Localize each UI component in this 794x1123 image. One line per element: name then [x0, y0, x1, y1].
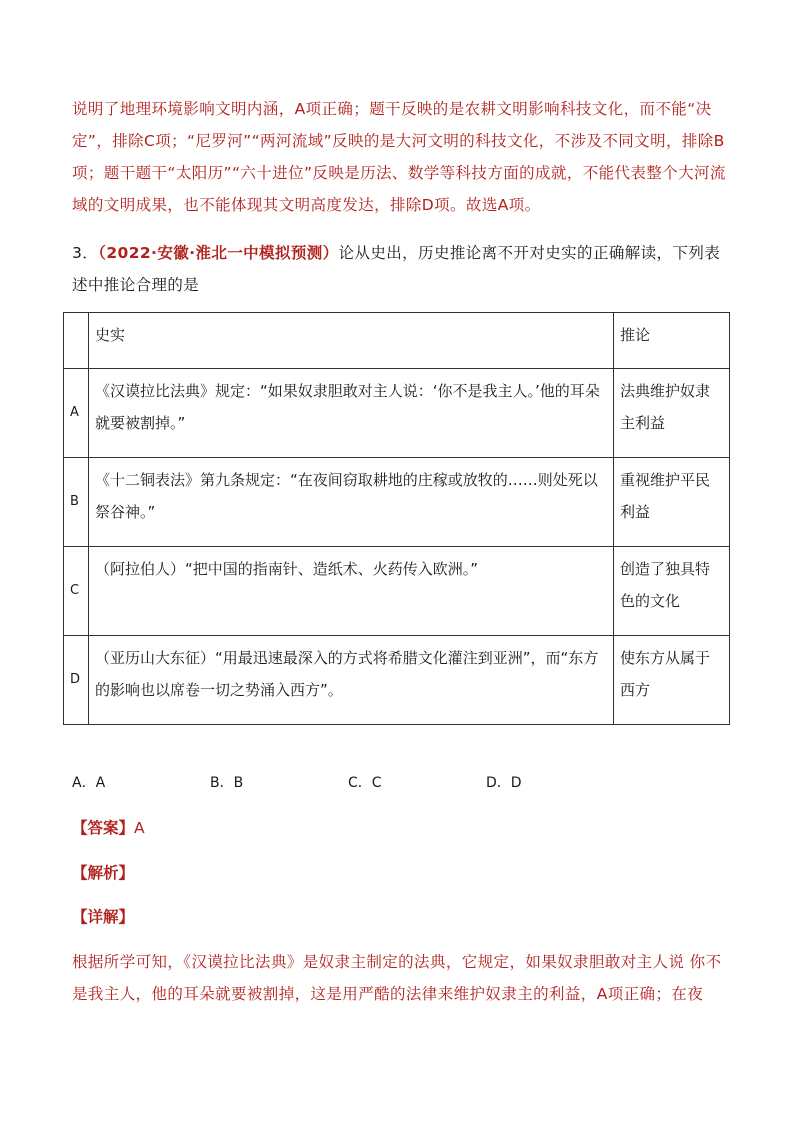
answer-value: A — [134, 819, 145, 837]
choice-b: B．B — [210, 775, 244, 791]
question-source: （2022·安徽·淮北一中模拟预测） — [98, 244, 339, 262]
row-fact: 《汉谟拉比法典》规定：“如果奴隶胆敢对主人说：‘你不是我主人。’他的耳朵就要被割掉。” — [89, 369, 614, 458]
header-fact: 史实 — [89, 313, 614, 369]
header-inference: 推论 — [614, 313, 730, 369]
question-3 — [72, 237, 732, 301]
row-inference: 重视维护平民利益 — [614, 458, 730, 547]
choice-a: A．A — [72, 775, 106, 791]
choice-c: C．C — [348, 775, 382, 791]
detail-paragraph: 根据所学可知，《汉谟拉比法典》是奴隶主制定的法典，它规定，如果奴隶胆敢对主人说 你不是我主人，他的耳朵就要被割掉，这是用严酷的法律来维护奴隶主的利益，A项正确；在夜 — [72, 953, 722, 1003]
header-label-cell — [64, 313, 89, 369]
table-header-row — [64, 313, 730, 369]
analysis-label: 【解析】 — [72, 864, 135, 882]
choice-d: D．D — [486, 775, 522, 791]
row-label: B — [64, 458, 89, 547]
row-label: C — [64, 547, 89, 636]
table-row — [64, 547, 730, 636]
row-fact: （亚历山大东征）“用最迅速最深入的方式将希腊文化灌注到亚洲”，而“东方的影响也以席卷一切之势涌入西方”。 — [89, 636, 614, 725]
row-inference: 使东方从属于西方 — [614, 636, 730, 725]
row-fact: （阿拉伯人）“把中国的指南针、造纸术、火药传入欧洲。” — [89, 547, 614, 636]
answer-label: 【答案】 — [72, 819, 135, 837]
answer-line — [72, 813, 145, 843]
row-inference: 法典维护奴隶主利益 — [614, 369, 730, 458]
row-label: A — [64, 369, 89, 458]
table-row — [64, 458, 730, 547]
question-number: 3． — [72, 244, 99, 262]
question-stem: 论从史出，历史推论离不开对史实的正确解读，下列表述中推论合理的是 — [72, 244, 721, 294]
table-row — [64, 636, 730, 725]
explanation-paragraph: 说明了地理环境影响文明内涵，A项正确；题干反映的是农耕文明影响科技文化，而不能“决定”，排除C项；“尼罗河”“两河流域”反映的是大河文明的科技文化，不涉及不同文明，排除B项；题干题干“太阳历”“六十进位”反映是历法、数学等科技方面的成就，不能代表整个大河流域的文明成果，也不能体现其文明高度发达，排除D项。故选A项。 — [72, 100, 726, 214]
detail-label: 【详解】 — [72, 908, 135, 926]
row-label: D — [64, 636, 89, 725]
fact-inference-table — [63, 312, 730, 725]
table-row — [64, 369, 730, 458]
row-inference: 创造了独具特色的文化 — [614, 547, 730, 636]
row-fact: 《十二铜表法》第九条规定：“在夜间窃取耕地的庄稼或放牧的……则处死以祭谷神。” — [89, 458, 614, 547]
